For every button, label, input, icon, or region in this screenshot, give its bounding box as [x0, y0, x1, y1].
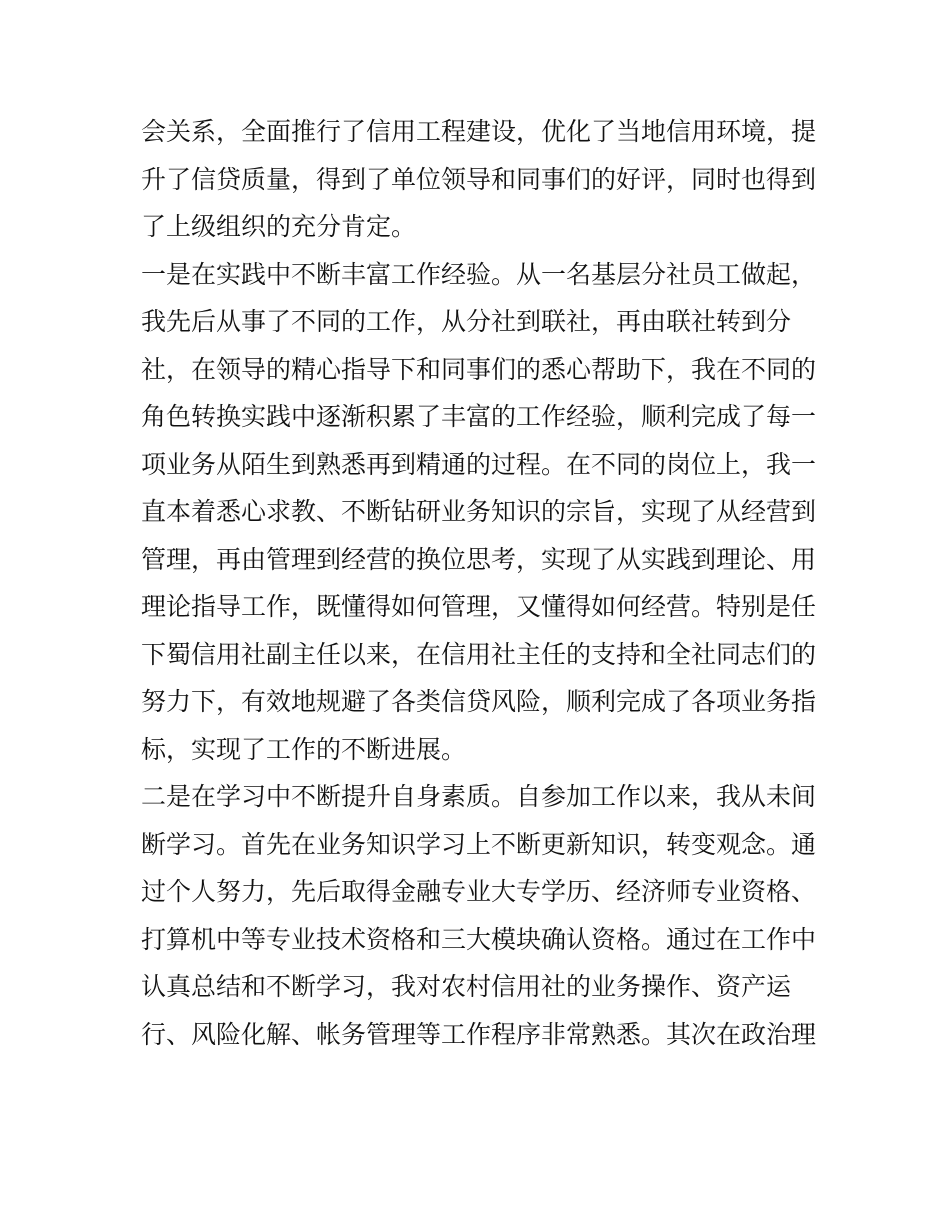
body-text [141, 108, 831, 1058]
text-line: 角色转换实践中逐渐积累了丰富的工作经验，顺利完成了每一 [141, 402, 817, 431]
text-line: 社，在领导的精心指导下和同事们的悉心帮助下，我在不同的 [141, 354, 817, 384]
text-line: 断学习。首先在业务知识学习上不断更新知识，转变观念。通 [141, 829, 817, 859]
text-line: 认真总结和不断学习，我对农村信用社的业务操作、资产运 [141, 972, 792, 1001]
text-line: 会关系，全面推行了信用工程建设，优化了当地信用环境，提 [141, 117, 817, 146]
text-line: 升了信贷质量，得到了单位领导和同事们的好评，同时也得到 [141, 164, 817, 194]
text-line: 管理，再由管理到经营的换位思考，实现了从实践到理论、用 [141, 544, 817, 574]
text-line: 直本着悉心求教、不断钻研业务知识的宗旨，实现了从经营到 [141, 497, 817, 526]
text-line: 二是在学习中不断提升自身素质。自参加工作以来，我从未间 [141, 782, 817, 811]
text-line: 了上级组织的充分肯定。 [141, 212, 417, 241]
text-line: 标，实现了工作的不断进展。 [141, 734, 467, 764]
text-line: 一是在实践中不断丰富工作经验。从一名基层分社员工做起， [141, 259, 817, 289]
text-line: 我先后从事了不同的工作，从分社到联社，再由联社转到分 [141, 307, 792, 336]
text-line: 打算机中等专业技术资格和三大模块确认资格。通过在工作中 [141, 924, 817, 954]
text-line: 下蜀信用社副主任以来，在信用社主任的支持和全社同志们的 [141, 639, 817, 669]
text-line: 过个人努力，先后取得金融专业大专学历、经济师专业资格、 [141, 877, 817, 906]
text-line: 行、风险化解、帐务管理等工作程序非常熟悉。其次在政治理 [141, 1019, 817, 1049]
text-line: 项业务从陌生到熟悉再到精通的过程。在不同的岗位上，我一 [141, 449, 817, 479]
text-line: 理论指导工作，既懂得如何管理，又懂得如何经营。特别是任 [141, 592, 817, 621]
text-line: 努力下，有效地规避了各类信贷风险，顺利完成了各项业务指 [141, 687, 817, 716]
